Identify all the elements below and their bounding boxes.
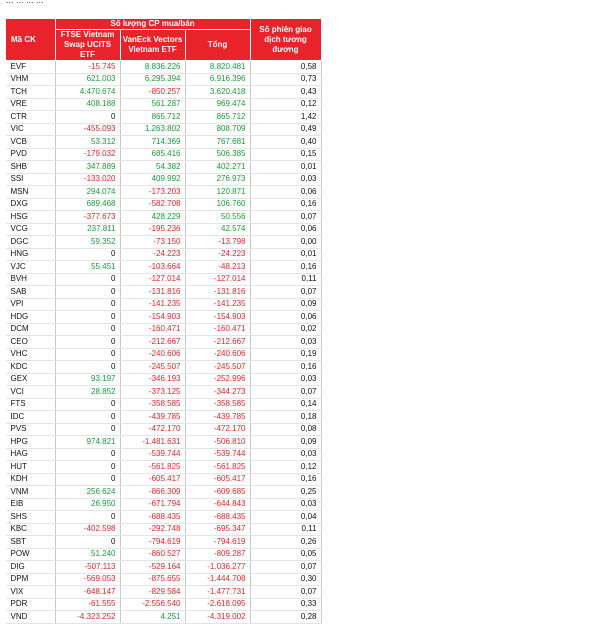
sessions-cell: 0,26 [250, 536, 321, 549]
table-row [6, 498, 322, 511]
ticker-cell: DPM [6, 573, 56, 586]
vaneck-cell: -794.619 [120, 536, 185, 549]
vaneck-cell: -103.664 [120, 261, 185, 274]
sessions-cell: 0,07 [250, 561, 321, 574]
table-row [6, 361, 322, 374]
table-row [6, 98, 322, 111]
sessions-cell: 0,03 [250, 448, 321, 461]
table-row [6, 311, 322, 324]
vaneck-cell: -160.471 [120, 323, 185, 336]
ftse-cell: 0 [55, 111, 120, 124]
table-row [6, 223, 322, 236]
ftse-cell: 0 [55, 398, 120, 411]
table-row [6, 586, 322, 599]
vaneck-cell: -240.606 [120, 348, 185, 361]
total-cell: -794.619 [185, 536, 250, 549]
table-row [6, 611, 322, 624]
total-cell: 6.916.396 [185, 73, 250, 86]
total-cell: 50.556 [185, 211, 250, 224]
ftse-cell: -179.032 [55, 148, 120, 161]
ftse-cell: -61.555 [55, 598, 120, 611]
sessions-cell: 0,40 [250, 136, 321, 149]
vaneck-cell: 409.992 [120, 173, 185, 186]
total-cell: -131.816 [185, 286, 250, 299]
total-cell: -154.903 [185, 311, 250, 324]
table-row [6, 448, 322, 461]
ticker-cell: SHB [6, 161, 56, 174]
ticker-cell: VRE [6, 98, 56, 111]
sessions-cell: 0,05 [250, 548, 321, 561]
vaneck-cell: -195.236 [120, 223, 185, 236]
sessions-cell: 0,73 [250, 73, 321, 86]
vaneck-cell: -860.527 [120, 548, 185, 561]
sessions-cell: 0,25 [250, 486, 321, 499]
sessions-cell: 0,07 [250, 286, 321, 299]
sessions-cell: 0,30 [250, 573, 321, 586]
ticker-cell: BVH [6, 273, 56, 286]
total-cell: -644.843 [185, 498, 250, 511]
sessions-cell: 0,03 [250, 498, 321, 511]
total-cell: 808.709 [185, 123, 250, 136]
sessions-cell: 0,08 [250, 423, 321, 436]
ticker-cell: VCB [6, 136, 56, 149]
sessions-cell: 0,18 [250, 411, 321, 424]
vaneck-cell: -539.744 [120, 448, 185, 461]
vaneck-cell: -688.435 [120, 511, 185, 524]
ftse-cell: 0 [55, 473, 120, 486]
total-cell: -141.235 [185, 298, 250, 311]
ticker-cell: TCH [6, 86, 56, 99]
total-cell: 865.712 [185, 111, 250, 124]
table-row [6, 111, 322, 124]
header-total: Tổng [185, 30, 250, 61]
ticker-cell: PDR [6, 598, 56, 611]
table-row [6, 186, 322, 199]
table-row [6, 336, 322, 349]
vaneck-cell: -829.584 [120, 586, 185, 599]
ftse-cell: 0 [55, 423, 120, 436]
table-row [6, 523, 322, 536]
ticker-cell: KDC [6, 361, 56, 374]
ftse-cell: 0 [55, 286, 120, 299]
table-row [6, 511, 322, 524]
ticker-cell: DCM [6, 323, 56, 336]
vaneck-cell: 6.295.394 [120, 73, 185, 86]
sessions-cell: 0,06 [250, 186, 321, 199]
sessions-cell: 0,11 [250, 273, 321, 286]
ticker-cell: SAB [6, 286, 56, 299]
ftse-cell: 0 [55, 461, 120, 474]
table-row [6, 411, 322, 424]
total-cell: -1.036.277 [185, 561, 250, 574]
table-row [6, 298, 322, 311]
vaneck-cell: -582.708 [120, 198, 185, 211]
total-cell: -472.170 [185, 423, 250, 436]
ticker-cell: HAG [6, 448, 56, 461]
ticker-cell: FTS [6, 398, 56, 411]
ticker-cell: HPG [6, 436, 56, 449]
sessions-cell: 0,58 [250, 61, 321, 74]
total-cell: -212.667 [185, 336, 250, 349]
table-row [6, 236, 322, 249]
table-row [6, 173, 322, 186]
sessions-cell: 0,03 [250, 373, 321, 386]
ftse-cell: 621.003 [55, 73, 120, 86]
sessions-cell: 0,28 [250, 611, 321, 624]
ftse-cell: -377.673 [55, 211, 120, 224]
vaneck-cell: -131.816 [120, 286, 185, 299]
ticker-cell: SSI [6, 173, 56, 186]
ticker-cell: DXG [6, 198, 56, 211]
ticker-cell: DIG [6, 561, 56, 574]
sessions-cell: 0,49 [250, 123, 321, 136]
table-row [6, 561, 322, 574]
ftse-cell: 0 [55, 323, 120, 336]
total-cell: 969.474 [185, 98, 250, 111]
table-row [6, 486, 322, 499]
total-cell: -809.287 [185, 548, 250, 561]
sessions-cell: 0,04 [250, 511, 321, 524]
ticker-cell: GEX [6, 373, 56, 386]
sessions-cell: 0,16 [250, 261, 321, 274]
table-row [6, 136, 322, 149]
ticker-cell: HSG [6, 211, 56, 224]
total-cell: -539.744 [185, 448, 250, 461]
ticker-cell: VIX [6, 586, 56, 599]
ftse-cell: 0 [55, 511, 120, 524]
total-cell: 120.871 [185, 186, 250, 199]
sessions-cell: 0,02 [250, 323, 321, 336]
ftse-cell: 26.950 [55, 498, 120, 511]
sessions-cell: 0,11 [250, 523, 321, 536]
table-row [6, 61, 322, 74]
vaneck-cell: 714.369 [120, 136, 185, 149]
total-cell: -1.444.708 [185, 573, 250, 586]
sessions-cell: 0,01 [250, 248, 321, 261]
vaneck-cell: -472.170 [120, 423, 185, 436]
ftse-cell: 0 [55, 273, 120, 286]
header-fund2: VanEck Vectors Vietnam ETF [120, 30, 185, 61]
vaneck-cell: -373.125 [120, 386, 185, 399]
sessions-cell: 1,42 [250, 111, 321, 124]
total-cell: -344.273 [185, 386, 250, 399]
ftse-cell: 689.468 [55, 198, 120, 211]
vaneck-cell: -561.825 [120, 461, 185, 474]
ticker-cell: VCI [6, 386, 56, 399]
ftse-cell: 0 [55, 361, 120, 374]
table-row [6, 211, 322, 224]
ticker-cell: VHC [6, 348, 56, 361]
ftse-cell: 28.852 [55, 386, 120, 399]
header-group: Số lượng CP mua/bán [55, 19, 250, 30]
total-cell: -561.825 [185, 461, 250, 474]
etf-trading-table [5, 18, 322, 624]
total-cell: -688.435 [185, 511, 250, 524]
header-fund1: FTSE Vietnam Swap UCITS ETF [55, 30, 120, 61]
ticker-cell: IDC [6, 411, 56, 424]
table-row [6, 123, 322, 136]
table-row [6, 461, 322, 474]
ticker-cell: HUT [6, 461, 56, 474]
total-cell: -605.417 [185, 473, 250, 486]
total-cell: -609.685 [185, 486, 250, 499]
vaneck-cell: -127.014 [120, 273, 185, 286]
ftse-cell: 55.451 [55, 261, 120, 274]
ftse-cell: 0 [55, 336, 120, 349]
ftse-cell: 974.821 [55, 436, 120, 449]
total-cell: -245.507 [185, 361, 250, 374]
total-cell: -24.223 [185, 248, 250, 261]
ticker-cell: VPI [6, 298, 56, 311]
vaneck-cell: -358.585 [120, 398, 185, 411]
table-row [6, 73, 322, 86]
vaneck-cell: 54.382 [120, 161, 185, 174]
ftse-cell: -455.093 [55, 123, 120, 136]
ticker-cell: KDH [6, 473, 56, 486]
ticker-cell: VIC [6, 123, 56, 136]
ticker-cell: VJC [6, 261, 56, 274]
sessions-cell: 0,12 [250, 98, 321, 111]
total-cell: -240.606 [185, 348, 250, 361]
table-row [6, 273, 322, 286]
total-cell: 402.271 [185, 161, 250, 174]
vaneck-cell: 1.263.802 [120, 123, 185, 136]
total-cell: -1.477.731 [185, 586, 250, 599]
sessions-cell: 0,15 [250, 148, 321, 161]
vaneck-cell: 865.712 [120, 111, 185, 124]
ftse-cell: 0 [55, 298, 120, 311]
vaneck-cell: 561.287 [120, 98, 185, 111]
sessions-cell: 0,16 [250, 473, 321, 486]
vaneck-cell: -875.655 [120, 573, 185, 586]
total-cell: -506.810 [185, 436, 250, 449]
ftse-cell: 51.240 [55, 548, 120, 561]
total-cell: -2.618.095 [185, 598, 250, 611]
ftse-cell: -648.147 [55, 586, 120, 599]
ftse-cell: -133.020 [55, 173, 120, 186]
table-row [6, 436, 322, 449]
ticker-cell: PVD [6, 148, 56, 161]
vaneck-cell: -141.235 [120, 298, 185, 311]
table-row [6, 373, 322, 386]
sessions-cell: 0,07 [250, 386, 321, 399]
sessions-cell: 0,16 [250, 198, 321, 211]
ticker-cell: MSN [6, 186, 56, 199]
table-row [6, 323, 322, 336]
sessions-cell: 0,09 [250, 436, 321, 449]
vaneck-cell: -850.257 [120, 86, 185, 99]
vaneck-cell: -529.164 [120, 561, 185, 574]
table-row [6, 161, 322, 174]
total-cell: 8.820.481 [185, 61, 250, 74]
vaneck-cell: -346.193 [120, 373, 185, 386]
sessions-cell: 0,03 [250, 336, 321, 349]
ftse-cell: 347.889 [55, 161, 120, 174]
ftse-cell: 0 [55, 248, 120, 261]
table-row [6, 86, 322, 99]
ftse-cell: 59.352 [55, 236, 120, 249]
total-cell: 3.620.418 [185, 86, 250, 99]
table-row [6, 536, 322, 549]
vaneck-cell: -73.150 [120, 236, 185, 249]
total-cell: -160.471 [185, 323, 250, 336]
vaneck-cell: -173.203 [120, 186, 185, 199]
ftse-cell: 0 [55, 348, 120, 361]
ticker-cell: SHS [6, 511, 56, 524]
ftse-cell: 0 [55, 311, 120, 324]
sessions-cell: 0,06 [250, 223, 321, 236]
total-cell: 276.973 [185, 173, 250, 186]
ftse-cell: 294.074 [55, 186, 120, 199]
table-row [6, 198, 322, 211]
ticker-cell: VHM [6, 73, 56, 86]
ticker-cell: POW [6, 548, 56, 561]
ftse-cell: -4.323.252 [55, 611, 120, 624]
total-cell: 506.385 [185, 148, 250, 161]
table-row [6, 386, 322, 399]
vaneck-cell: -24.223 [120, 248, 185, 261]
cropped-caption: ... ... ... ... [6, 0, 44, 5]
ftse-cell: -15.745 [55, 61, 120, 74]
ftse-cell: -507.113 [55, 561, 120, 574]
table-row [6, 248, 322, 261]
total-cell: -439.785 [185, 411, 250, 424]
total-cell: -127.014 [185, 273, 250, 286]
vaneck-cell: -605.417 [120, 473, 185, 486]
table-row [6, 473, 322, 486]
ticker-cell: KBC [6, 523, 56, 536]
vaneck-cell: -439.785 [120, 411, 185, 424]
ticker-cell: VCG [6, 223, 56, 236]
table-row [6, 398, 322, 411]
sessions-cell: 0,12 [250, 461, 321, 474]
sessions-cell: 0,07 [250, 586, 321, 599]
ftse-cell: 0 [55, 448, 120, 461]
vaneck-cell: -671.794 [120, 498, 185, 511]
ftse-cell: -569.053 [55, 573, 120, 586]
ftse-cell: 0 [55, 411, 120, 424]
ftse-cell: 4.470.674 [55, 86, 120, 99]
ticker-cell: CTR [6, 111, 56, 124]
ftse-cell: -402.598 [55, 523, 120, 536]
header-sessions: Số phiên giao dịch tương đương [250, 19, 321, 61]
sessions-cell: 0,06 [250, 311, 321, 324]
ticker-cell: EIB [6, 498, 56, 511]
total-cell: 767.681 [185, 136, 250, 149]
ftse-cell: 93.197 [55, 373, 120, 386]
sessions-cell: 0,33 [250, 598, 321, 611]
ticker-cell: HDG [6, 311, 56, 324]
total-cell: -48.213 [185, 261, 250, 274]
sessions-cell: 0,16 [250, 361, 321, 374]
sessions-cell: 0,01 [250, 161, 321, 174]
sessions-cell: 0,14 [250, 398, 321, 411]
ticker-cell: SBT [6, 536, 56, 549]
vaneck-cell: -212.667 [120, 336, 185, 349]
ticker-cell: EVF [6, 61, 56, 74]
total-cell: -695.347 [185, 523, 250, 536]
ftse-cell: 256.624 [55, 486, 120, 499]
table-row [6, 261, 322, 274]
vaneck-cell: -154.903 [120, 311, 185, 324]
vaneck-cell: -292.748 [120, 523, 185, 536]
total-cell: 106.760 [185, 198, 250, 211]
total-cell: -13.798 [185, 236, 250, 249]
table-body [6, 61, 322, 624]
total-cell: -252.996 [185, 373, 250, 386]
ticker-cell: PVS [6, 423, 56, 436]
vaneck-cell: -866.309 [120, 486, 185, 499]
ticker-cell: CEO [6, 336, 56, 349]
vaneck-cell: 685.416 [120, 148, 185, 161]
total-cell: -358.585 [185, 398, 250, 411]
vaneck-cell: -1.481.631 [120, 436, 185, 449]
ftse-cell: 237.811 [55, 223, 120, 236]
vaneck-cell: -245.507 [120, 361, 185, 374]
table-row [6, 423, 322, 436]
total-cell: 42.574 [185, 223, 250, 236]
vaneck-cell: 8.836.226 [120, 61, 185, 74]
vaneck-cell: -2.556.540 [120, 598, 185, 611]
vaneck-cell: 428.229 [120, 211, 185, 224]
sessions-cell: 0,03 [250, 173, 321, 186]
header-ticker: Mã CK [6, 19, 56, 61]
table-row [6, 348, 322, 361]
sessions-cell: 0,07 [250, 211, 321, 224]
sessions-cell: 0,43 [250, 86, 321, 99]
ftse-cell: 0 [55, 536, 120, 549]
total-cell: -4.319.002 [185, 611, 250, 624]
ftse-cell: 53.312 [55, 136, 120, 149]
sessions-cell: 0,00 [250, 236, 321, 249]
ftse-cell: 408.188 [55, 98, 120, 111]
ticker-cell: HNG [6, 248, 56, 261]
ticker-cell: VND [6, 611, 56, 624]
vaneck-cell: 4.251 [120, 611, 185, 624]
sessions-cell: 0,09 [250, 298, 321, 311]
ticker-cell: VNM [6, 486, 56, 499]
table-row [6, 573, 322, 586]
sessions-cell: 0,19 [250, 348, 321, 361]
table-row [6, 286, 322, 299]
table-row [6, 148, 322, 161]
table-row [6, 548, 322, 561]
ticker-cell: DGC [6, 236, 56, 249]
